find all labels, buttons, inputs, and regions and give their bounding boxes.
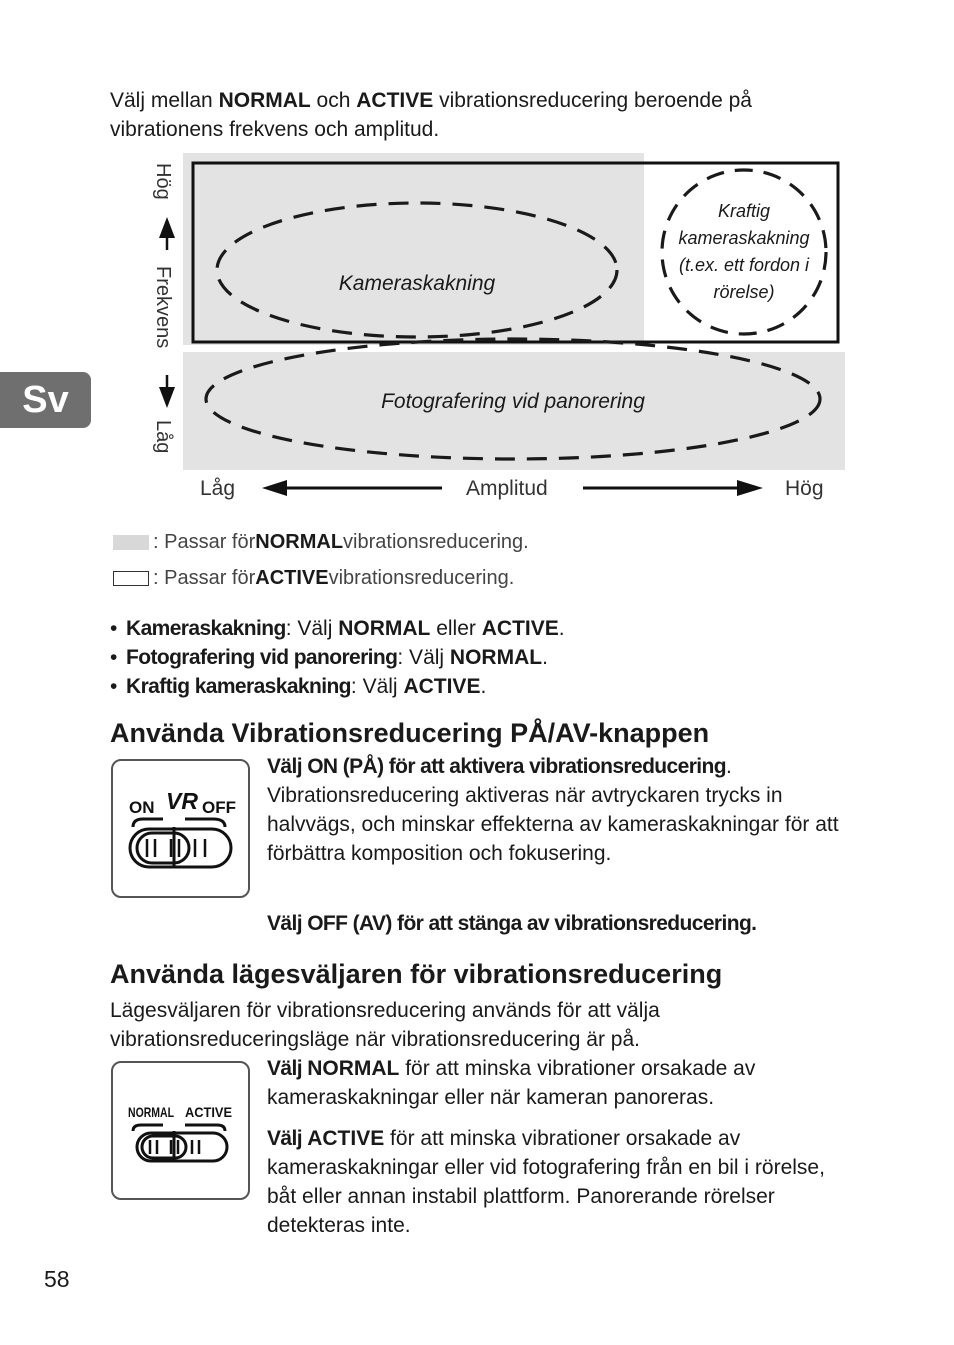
recommendation-list	[110, 614, 850, 701]
normal-key: NORMAL	[307, 1057, 400, 1080]
switch-active-label: ACTIVE	[185, 1104, 232, 1120]
language-tab: Sv	[0, 372, 91, 428]
amp-left-arrow	[262, 480, 442, 496]
vibration-diagram	[0, 0, 954, 520]
off-instruction: Välj OFF (AV) för att stänga av vibrationsreducering.	[267, 912, 757, 935]
legend-normal-post: vibrationsreducering.	[343, 531, 529, 553]
normal-pre: Välj	[267, 1057, 308, 1080]
bullet-value: NORMAL	[338, 617, 431, 640]
camera-shake-label: Kameraskakning	[338, 272, 496, 295]
on-description: Vibrationsreducering aktiveras när avtryckaren trycks in halvvägs, och minskar effekterna av kameraskakningar för att förbättra komposition och fokusering.	[267, 784, 839, 865]
intro-active: ACTIVE	[356, 89, 434, 112]
y-low-label: Låg	[152, 420, 174, 454]
bullet-end: .	[542, 646, 548, 669]
bullet-sep: : Välj	[350, 675, 404, 698]
active-pre: Välj	[267, 1127, 308, 1150]
on-period: .	[725, 755, 732, 778]
y-high-label: Hög	[152, 163, 174, 200]
page-number: 58	[44, 1266, 70, 1292]
legend-active	[113, 566, 514, 590]
x-high-label: Hög	[785, 477, 824, 500]
bullet-value: ACTIVE	[403, 675, 481, 698]
intro-post: vibrationsreducering beroende på vibrationens frekvens och amplitud.	[110, 89, 752, 141]
strong-shake-label-3: (t.ex. ett fordon i	[678, 255, 810, 275]
list-item	[110, 643, 850, 672]
legend-active-post: vibrationsreducering.	[328, 567, 515, 589]
bullet-term: Kraftig kameraskakning	[126, 675, 351, 698]
legend-normal	[113, 530, 529, 554]
bullet-mid: eller	[430, 617, 482, 640]
intro-pre: Välj mellan	[110, 89, 219, 112]
amp-right-arrow	[583, 480, 763, 496]
section2-intro: Lägesväljaren för vibrationsreducering används för att välja vibrationsreduceringsläge när vibrationsreducering är på.	[110, 999, 660, 1051]
switch-normal-label: NORMAL	[128, 1104, 175, 1120]
vr-switch-graphic	[113, 761, 248, 896]
legend-normal-swatch	[113, 535, 149, 550]
intro-mid: och	[310, 89, 357, 112]
bullet-sep: : Välj	[397, 646, 450, 669]
bullet-value: NORMAL	[449, 646, 543, 669]
list-item	[110, 614, 850, 643]
section1-on-block	[267, 752, 847, 868]
on-instruction: Välj ON (PÅ) för att aktivera vibrationsreducering	[267, 755, 726, 778]
section2-heading: Använda lägesväljaren för vibrationsreducering	[110, 959, 723, 989]
x-axis-label: Amplitud	[466, 477, 548, 500]
bullet-term: Kameraskakning	[126, 617, 286, 640]
freq-up-arrow	[159, 217, 175, 250]
mode-switch-graphic	[113, 1063, 248, 1198]
switch-off-label: OFF	[202, 798, 236, 817]
bullet-end: .	[480, 675, 487, 698]
panning-label: Fotografering vid panorering	[381, 390, 645, 413]
section1-heading: Använda Vibrationsreducering PÅ/AV-knappen	[110, 718, 710, 748]
switch-on-label: ON	[129, 798, 155, 817]
mode-switch-icon	[111, 1061, 250, 1200]
active-key: ACTIVE	[307, 1127, 385, 1150]
strong-shake-ellipse	[662, 170, 826, 334]
section2-active-block	[267, 1124, 847, 1240]
list-item	[110, 672, 850, 701]
section2-normal-block	[267, 1054, 847, 1112]
strong-shake-label-2: kameraskakning	[678, 228, 810, 248]
strong-shake-label-1: Kraftig	[717, 201, 771, 221]
bullet-end: .	[558, 617, 565, 640]
strong-shake-label-4: rörelse)	[713, 282, 775, 302]
normal-zone-top	[183, 153, 644, 345]
legend-normal-pre: : Passar för	[153, 531, 256, 553]
legend-active-pre: : Passar för	[153, 567, 256, 589]
legend-normal-key: NORMAL	[255, 531, 344, 553]
x-low-label: Låg	[200, 477, 236, 500]
switch-vr-label: VR	[166, 788, 198, 814]
bullet-term: Fotografering vid panorering	[126, 646, 398, 669]
normal-text: för att minska vibrationer orsakade av kameraskakningar eller när kameran panoreras.	[267, 1057, 756, 1109]
bullet-sep: : Välj	[285, 617, 339, 640]
bullet-value-2: ACTIVE	[481, 617, 559, 640]
legend-active-swatch	[113, 571, 149, 586]
active-text: för att minska vibrationer orsakade av kameraskakningar eller vid fotografering från en bil i rörelse, båt eller annan instabil plattform. Panorerande rörelser detekteras inte.	[267, 1127, 825, 1237]
vr-switch-icon	[111, 759, 250, 898]
intro-normal: NORMAL	[218, 89, 311, 112]
freq-down-arrow	[159, 375, 175, 408]
y-axis-label: Frekvens	[152, 266, 174, 349]
legend-active-key: ACTIVE	[255, 567, 329, 589]
